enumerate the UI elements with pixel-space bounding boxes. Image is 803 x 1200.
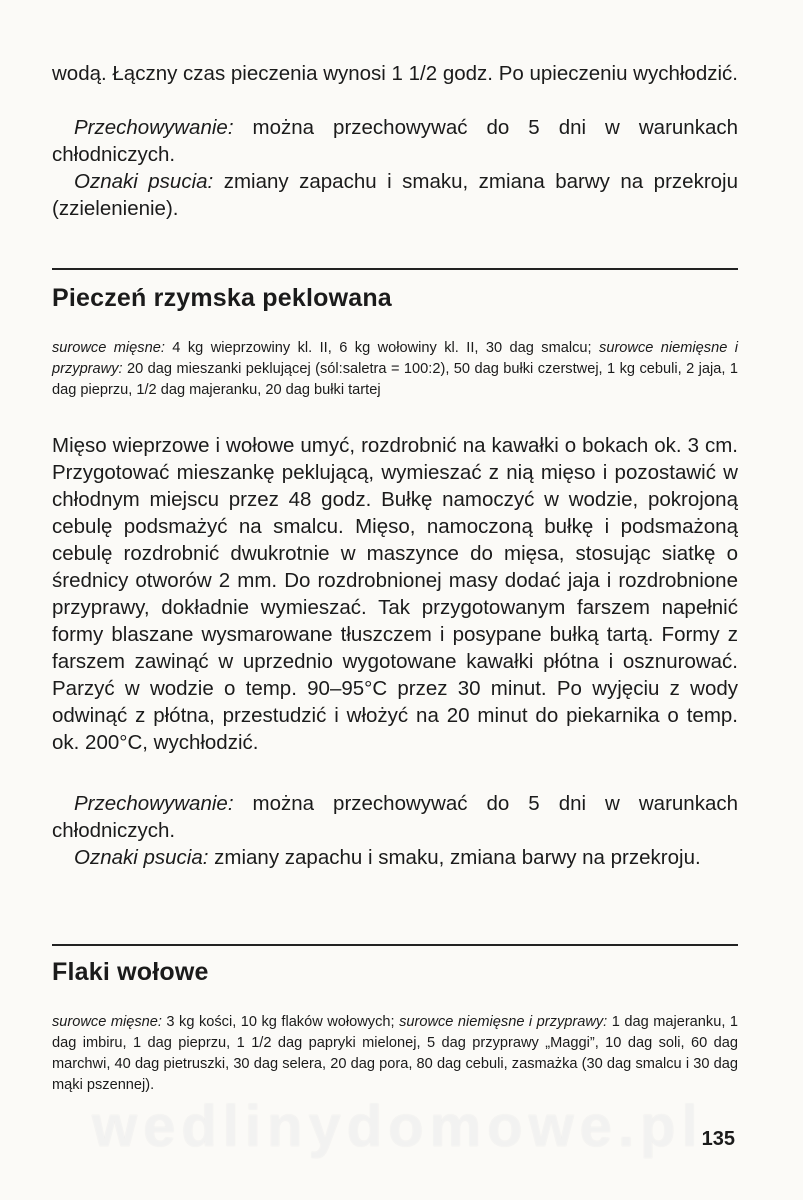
nonmeat-ingredients-label: surowce niemięsne i przyprawy: bbox=[399, 1014, 608, 1030]
spoilage-text: zmiany zapachu i smaku, zmiana barwy na przekroju (zzielenienie). bbox=[52, 170, 738, 220]
section-divider bbox=[52, 268, 738, 270]
meat-ingredients-text: 4 kg wieprzowiny kl. II, 6 kg wołowiny kl. II, 30 dag smalcu; bbox=[164, 340, 600, 356]
spoilage-text: zmiany zapachu i smaku, zmiana barwy na przekroju. bbox=[208, 846, 701, 869]
recipe-title-pieczen: Pieczeń rzymska peklowana bbox=[52, 284, 392, 312]
intro-spoilage-note bbox=[52, 168, 738, 222]
meat-ingredients-text: 3 kg kości, 10 kg flaków wołowych; bbox=[161, 1014, 400, 1030]
nonmeat-ingredients-text: 20 dag mieszanki peklującej (sól:saletra = 100:2), 50 dag bułki czerstwej, 1 kg cebuli, 2 jaja, 1 dag pieprzu, 1/2 dag majeranku, 20 dag bułki tartej bbox=[52, 361, 738, 398]
watermark: wedlinydomowe.pl bbox=[92, 1094, 704, 1159]
recipe1-spoilage-note bbox=[52, 844, 738, 871]
intro-storage-note bbox=[52, 114, 738, 168]
storage-text: można przechowywać do 5 dni w warunkach chłodniczych. bbox=[52, 792, 738, 842]
recipe1-method: Mięso wieprzowe i wołowe umyć, rozdrobnić na kawałki o bokach ok. 3 cm. Przygotować mieszankę peklującą, wymieszać z nią mięso i pozostawić w chłodnym miejscu przez 48 godz. Bułkę namoczyć w wodzie, pokrojoną cebulę podsmażyć na smalcu. Mięso, namoczoną bułkę i podsmażoną cebulę rozdrobnić dwukrotnie w maszynce do mięsa, stosując siatkę o średnicy otworów 2 mm. Do rozdrobnionej masy dodać jaja i rozdrobnione przyprawy, dokładnie wymieszać. Tak przygotowanym farszem napełnić formy blaszane wysmarowane tłuszczem i posypane bułką tartą. Formy z farszem zawinąć w uprzednio wygotowane kawałki płótna i osznurować. Parzyć w wodzie o temp. 90–95°C przez 30 minut. Po wyjęciu z wody odwinąć z płótna, przestudzić i włożyć na 20 minut do piekarnika o temp. ok. 200°C, wychłodzić. bbox=[52, 434, 738, 754]
nonmeat-ingredients-text: 1 dag majeranku, 1 dag imbiru, 1 dag pieprzu, 1 1/2 dag papryki mielonej, 5 dag przyprawy „Maggi”, 10 dag soli, 60 dag marchwi, 40 dag pietruszki, 30 dag selera, 20 dag pora, 80 dag cebuli, zasmażka (30 dag smalcu i 30 dag mąki pszennej). bbox=[52, 1014, 738, 1093]
nonmeat-ingredients-label: surowce niemięsne i przyprawy: bbox=[52, 340, 738, 377]
recipe1-ingredients bbox=[52, 338, 738, 401]
intro-paragraph: wodą. Łączny czas pieczenia wynosi 1 1/2 godz. Po upieczeniu wychłodzić. bbox=[52, 62, 738, 85]
meat-ingredients-label: surowce mięsne: bbox=[52, 340, 165, 356]
recipe1-storage-note bbox=[52, 790, 738, 844]
section-divider bbox=[52, 944, 738, 946]
storage-label: Przechowywanie: bbox=[74, 792, 234, 815]
recipe-title-flaki: Flaki wołowe bbox=[52, 958, 209, 986]
meat-ingredients-label: surowce mięsne: bbox=[52, 1014, 162, 1030]
spoilage-label: Oznaki psucia: bbox=[74, 846, 209, 869]
storage-text: można przechowywać do 5 dni w warunkach chłodniczych. bbox=[52, 116, 738, 166]
recipe2-ingredients bbox=[52, 1012, 738, 1096]
page-number: 135 bbox=[701, 1128, 735, 1150]
spoilage-label: Oznaki psucia: bbox=[74, 170, 214, 193]
storage-label: Przechowywanie: bbox=[74, 116, 234, 139]
